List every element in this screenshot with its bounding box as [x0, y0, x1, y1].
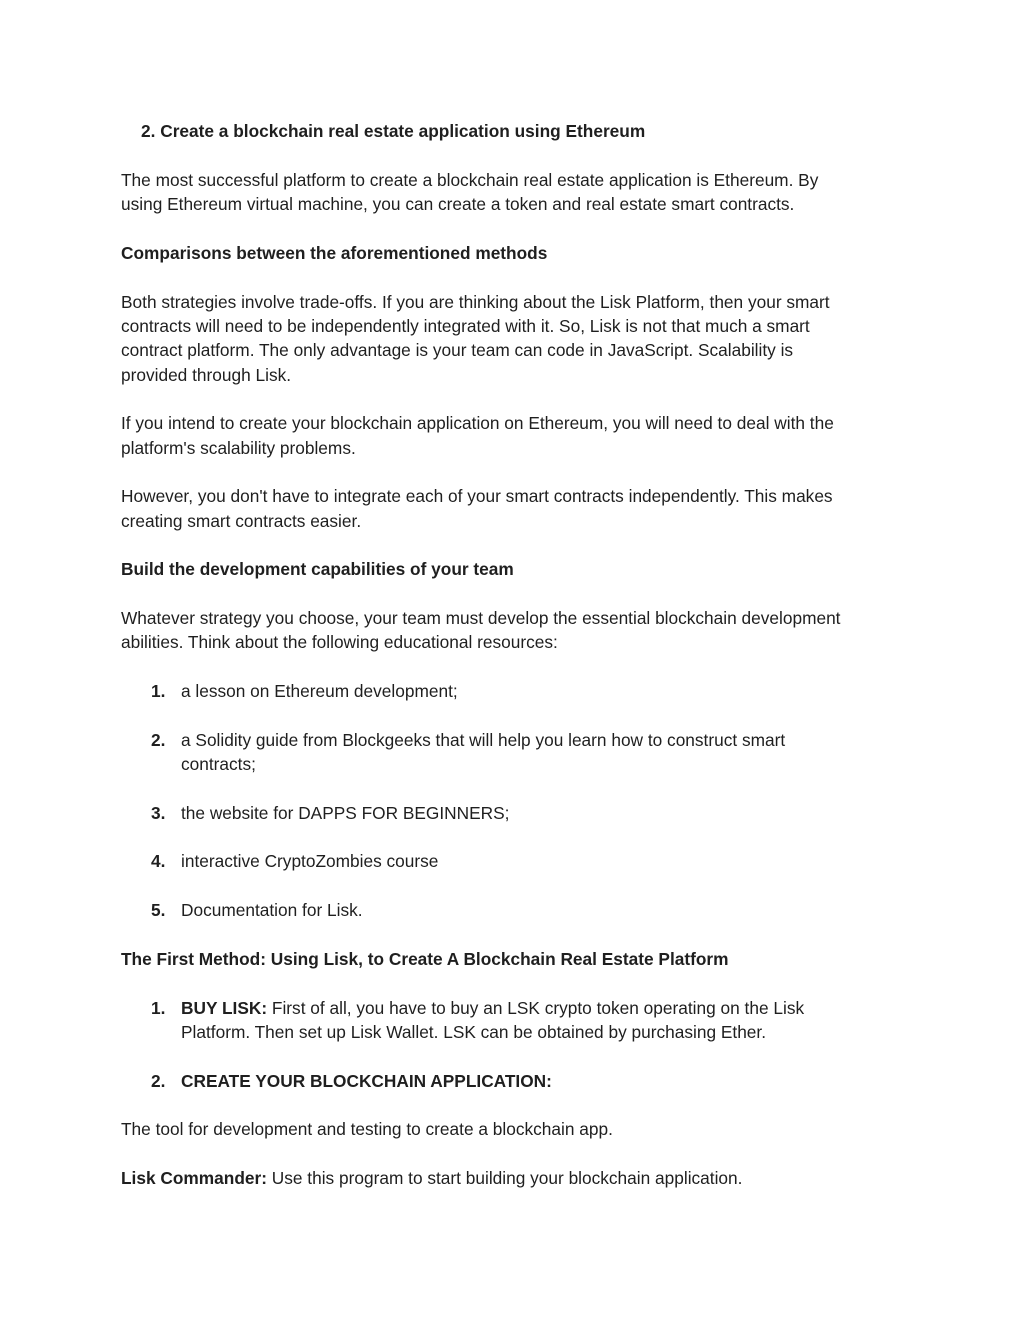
step-number: 2. — [151, 1071, 166, 1091]
list-item-number: 2. — [151, 730, 166, 750]
heading-first-method: The First Method: Using Lisk, to Create A Blockchain Real Estate Platform — [121, 949, 729, 969]
heading-build: Build the development capabilities of your team — [121, 559, 514, 579]
list-item-number: 4. — [151, 851, 166, 871]
para-scalability-line-1: If you intend to create your blockchain application on Ethereum, you will need to deal with the — [121, 413, 834, 433]
commander-text: Use this program to start building your blockchain application. — [266, 1168, 743, 1188]
step-text: First of all, you have to buy an LSK crypto token operating on the Lisk — [267, 998, 805, 1018]
para-scalability-line-2: platform's scalability problems. — [121, 438, 356, 458]
step-number: 1. — [151, 998, 166, 1018]
list-item-number: 1. — [151, 681, 166, 701]
step-label: CREATE YOUR BLOCKCHAIN APPLICATION: — [181, 1071, 552, 1091]
heading-create-eth: 2. Create a blockchain real estate application using Ethereum — [141, 121, 646, 141]
list-item: Documentation for Lisk. — [181, 900, 363, 920]
step-item — [181, 996, 804, 1020]
heading-comparisons: Comparisons between the aforementioned methods — [121, 243, 548, 263]
document-page — [121, 0, 901, 1325]
commander-label: Lisk Commander: — [121, 1168, 267, 1188]
list-item: a Solidity guide from Blockgeeks that will help you learn how to construct smart — [181, 730, 786, 750]
para-whatever-line-1: Whatever strategy you choose, your team must develop the essential blockchain development — [121, 608, 841, 628]
para-commander — [121, 1166, 742, 1190]
list-item: interactive CryptoZombies course — [181, 851, 439, 871]
para-eth-line-1: The most successful platform to create a blockchain real estate application is Ethereum. By — [121, 170, 819, 190]
step-label: BUY LISK: — [181, 998, 268, 1018]
list-item-continuation: contracts; — [181, 754, 256, 774]
list-item-number: 3. — [151, 803, 166, 823]
list-item: a lesson on Ethereum development; — [181, 681, 458, 701]
para-tradeoffs-line-2: contracts will need to be independently integrated with it. So, Lisk is not that much a smart — [121, 316, 810, 336]
step-item-continuation: Platform. Then set up Lisk Wallet. LSK can be obtained by purchasing Ether. — [181, 1022, 767, 1042]
para-eth-line-2: using Ethereum virtual machine, you can create a token and real estate smart contracts. — [121, 194, 795, 214]
list-item: the website for DAPPS FOR BEGINNERS; — [181, 803, 510, 823]
para-whatever-line-2: abilities. Think about the following educational resources: — [121, 632, 558, 652]
para-tradeoffs-line-1: Both strategies involve trade-offs. If you are thinking about the Lisk Platform, then your smart — [121, 292, 830, 312]
para-integrate-line-1: However, you don't have to integrate each of your smart contracts independently. This makes — [121, 486, 833, 506]
para-tradeoffs-line-4: provided through Lisk. — [121, 365, 292, 385]
list-item-number: 5. — [151, 900, 166, 920]
para-integrate-line-2: creating smart contracts easier. — [121, 511, 362, 531]
para-tool: The tool for development and testing to create a blockchain app. — [121, 1119, 613, 1139]
para-tradeoffs-line-3: contract platform. The only advantage is your team can code in JavaScript. Scalability is — [121, 340, 794, 360]
